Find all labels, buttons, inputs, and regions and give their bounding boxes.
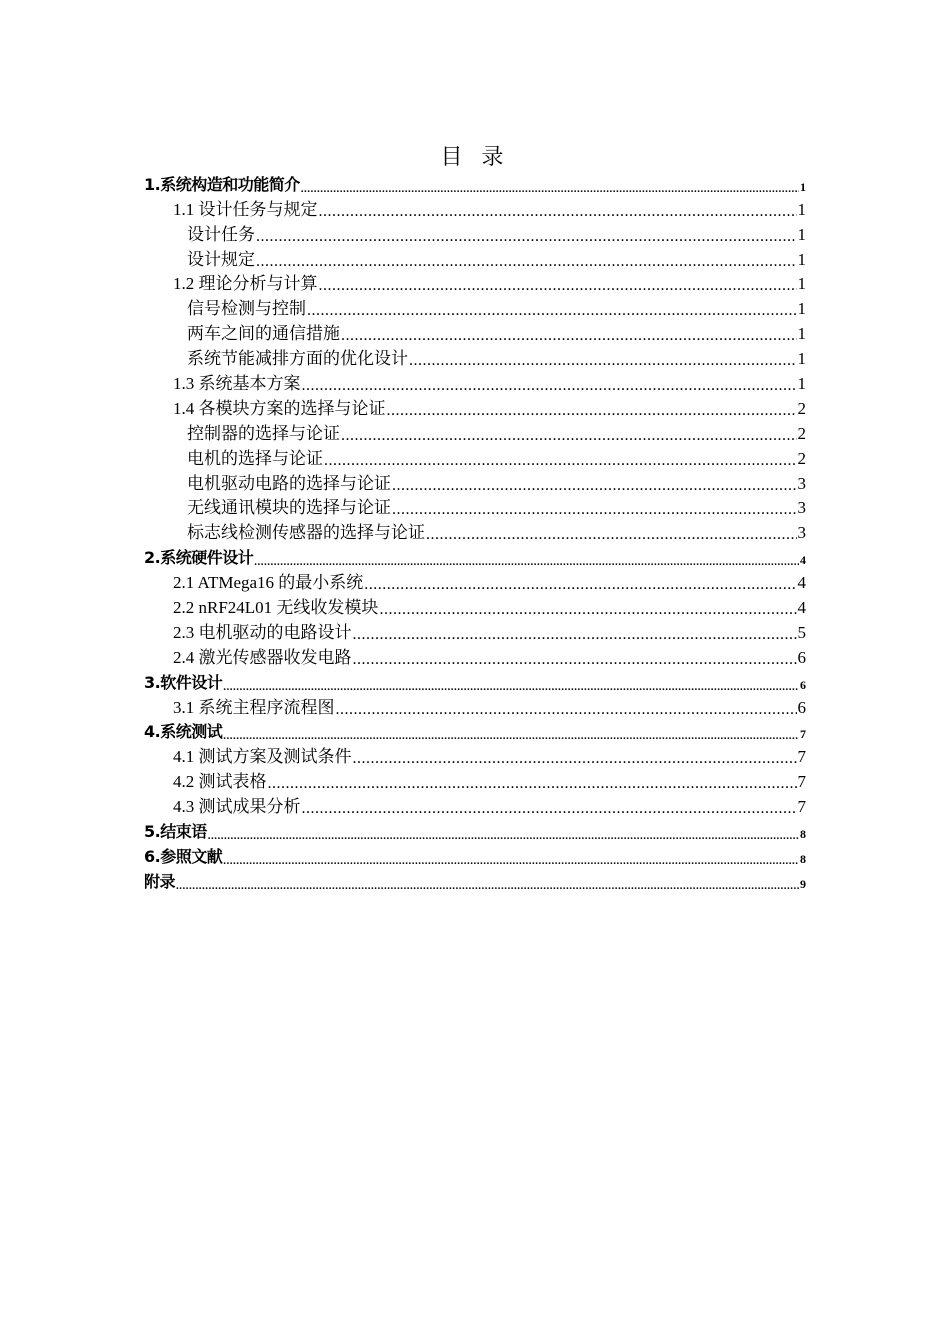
toc-entry-page: 1 bbox=[797, 224, 806, 244]
toc-entry[interactable] bbox=[144, 294, 806, 319]
toc-leader-dots bbox=[319, 204, 797, 220]
toc-entry[interactable] bbox=[144, 718, 806, 743]
toc-entry-page: 6 bbox=[800, 677, 806, 692]
toc-entry-page: 2 bbox=[797, 448, 806, 468]
toc-entry[interactable] bbox=[144, 419, 806, 444]
toc-leader-dots bbox=[341, 328, 797, 344]
toc-entry[interactable] bbox=[144, 394, 806, 419]
toc-leader-dots bbox=[208, 831, 799, 842]
toc-leader-dots bbox=[324, 453, 797, 469]
toc-entry-page: 1 bbox=[797, 324, 806, 344]
toc-entry-page: 1 bbox=[797, 374, 806, 394]
toc-entry-label: 5.结束语 bbox=[144, 822, 207, 842]
toc-leader-dots bbox=[409, 353, 797, 369]
toc-entry-label: 3.软件设计 bbox=[144, 672, 223, 692]
table-of-contents bbox=[144, 170, 806, 892]
toc-entry-page: 1 bbox=[797, 249, 806, 269]
toc-title: 目 录 bbox=[440, 145, 510, 170]
toc-entry[interactable] bbox=[144, 444, 806, 469]
toc-entry-label: 3.1 系统主程序流程图 bbox=[173, 697, 335, 717]
toc-entry[interactable] bbox=[144, 543, 806, 568]
toc-entry[interactable] bbox=[144, 817, 806, 842]
toc-leader-dots bbox=[341, 428, 797, 444]
toc-leader-dots bbox=[302, 801, 797, 817]
toc-leader-dots bbox=[392, 502, 797, 518]
toc-entry[interactable] bbox=[144, 668, 806, 693]
toc-entry-page: 4 bbox=[800, 553, 806, 568]
toc-entry-label: 6.参照文献 bbox=[144, 846, 223, 866]
toc-leader-dots bbox=[379, 602, 796, 618]
toc-entry-label: 设计规定 bbox=[187, 249, 255, 269]
toc-entry-label: 信号检测与控制 bbox=[187, 299, 306, 319]
toc-entry-page: 8 bbox=[800, 851, 806, 866]
toc-entry[interactable] bbox=[144, 170, 806, 195]
toc-entry[interactable] bbox=[144, 195, 806, 220]
toc-leader-dots bbox=[254, 557, 799, 568]
toc-entry-page: 3 bbox=[797, 523, 806, 543]
toc-entry-page: 1 bbox=[797, 349, 806, 369]
toc-entry-page: 9 bbox=[800, 876, 806, 891]
toc-entry-label: 4.2 测试表格 bbox=[173, 772, 267, 792]
toc-entry[interactable] bbox=[144, 344, 806, 369]
toc-entry-label: 2.2 nRF24L01 无线收发模块 bbox=[173, 598, 379, 618]
toc-entry-label: 1.系统构造和功能简介 bbox=[144, 174, 300, 194]
toc-entry-page: 6 bbox=[797, 647, 806, 667]
toc-entry[interactable] bbox=[144, 220, 806, 245]
toc-entry-page: 7 bbox=[797, 797, 806, 817]
toc-leader-dots bbox=[387, 403, 797, 419]
toc-entry-label: 1.4 各模块方案的选择与论证 bbox=[173, 398, 386, 418]
toc-entry[interactable] bbox=[144, 568, 806, 593]
toc-entry[interactable] bbox=[144, 693, 806, 718]
toc-entry-label: 无线通讯模块的选择与论证 bbox=[187, 498, 391, 518]
toc-entry-page: 1 bbox=[797, 199, 806, 219]
toc-leader-dots bbox=[353, 652, 797, 668]
toc-leader-dots bbox=[302, 378, 797, 394]
toc-entry-label: 电机驱动电路的选择与论证 bbox=[187, 473, 391, 493]
toc-entry-page: 1 bbox=[797, 274, 806, 294]
toc-entry[interactable] bbox=[144, 593, 806, 618]
toc-leader-dots bbox=[268, 776, 797, 792]
toc-leader-dots bbox=[256, 229, 797, 245]
toc-entry[interactable] bbox=[144, 494, 806, 519]
toc-entry[interactable] bbox=[144, 369, 806, 394]
toc-entry-label: 4.系统测试 bbox=[144, 722, 223, 742]
toc-entry-label: 2.系统硬件设计 bbox=[144, 548, 254, 568]
toc-entry[interactable] bbox=[144, 742, 806, 767]
toc-entry[interactable] bbox=[144, 319, 806, 344]
toc-leader-dots bbox=[364, 577, 796, 593]
toc-entry-page: 1 bbox=[797, 299, 806, 319]
toc-entry-page: 4 bbox=[797, 598, 806, 618]
toc-entry-page: 2 bbox=[797, 398, 806, 418]
toc-entry-page: 7 bbox=[797, 747, 806, 767]
toc-entry-label: 4.3 测试成果分析 bbox=[173, 797, 301, 817]
toc-entry-label: 4.1 测试方案及测试条件 bbox=[173, 747, 352, 767]
toc-entry[interactable] bbox=[144, 767, 806, 792]
toc-leader-dots bbox=[223, 682, 799, 693]
toc-leader-dots bbox=[353, 751, 797, 767]
toc-leader-dots bbox=[256, 254, 797, 270]
toc-entry-page: 3 bbox=[797, 473, 806, 493]
toc-entry-label: 附录 bbox=[144, 871, 176, 891]
toc-leader-dots bbox=[176, 881, 799, 892]
toc-entry-label: 系统节能减排方面的优化设计 bbox=[187, 349, 408, 369]
toc-leader-dots bbox=[336, 702, 797, 718]
toc-entry-page: 1 bbox=[800, 179, 806, 194]
toc-entry[interactable] bbox=[144, 245, 806, 270]
toc-leader-dots bbox=[223, 731, 799, 742]
toc-entry-label: 1.2 理论分析与计算 bbox=[173, 274, 318, 294]
toc-entry-label: 设计任务 bbox=[187, 224, 255, 244]
toc-entry[interactable] bbox=[144, 867, 806, 892]
toc-leader-dots bbox=[426, 527, 797, 543]
toc-leader-dots bbox=[301, 184, 799, 195]
toc-leader-dots bbox=[223, 856, 799, 867]
toc-leader-dots bbox=[307, 303, 797, 319]
toc-entry-page: 2 bbox=[797, 423, 806, 443]
toc-entry-page: 8 bbox=[800, 827, 806, 842]
toc-entry-label: 控制器的选择与论证 bbox=[187, 423, 340, 443]
toc-entry-page: 3 bbox=[797, 498, 806, 518]
toc-leader-dots bbox=[392, 478, 797, 494]
toc-entry-page: 5 bbox=[797, 622, 806, 642]
toc-entry[interactable] bbox=[144, 469, 806, 494]
toc-entry-label: 2.1 ATMega16 的最小系统 bbox=[173, 573, 364, 593]
toc-entry-label: 1.3 系统基本方案 bbox=[173, 374, 301, 394]
toc-entry-label: 2.4 激光传感器收发电路 bbox=[173, 647, 352, 667]
toc-entry-label: 2.3 电机驱动的电路设计 bbox=[173, 622, 352, 642]
toc-entry-page: 7 bbox=[797, 772, 806, 792]
toc-entry-label: 电机的选择与论证 bbox=[187, 448, 323, 468]
toc-entry[interactable] bbox=[144, 518, 806, 543]
toc-entry[interactable] bbox=[144, 792, 806, 817]
toc-entry[interactable] bbox=[144, 842, 806, 867]
toc-entry[interactable] bbox=[144, 618, 806, 643]
toc-entry-label: 两车之间的通信措施 bbox=[187, 324, 340, 344]
toc-entry-label: 1.1 设计任务与规定 bbox=[173, 199, 318, 219]
toc-entry-page: 4 bbox=[797, 573, 806, 593]
toc-entry[interactable] bbox=[144, 643, 806, 668]
toc-entry-page: 7 bbox=[800, 727, 806, 742]
toc-entry-page: 6 bbox=[797, 697, 806, 717]
toc-entry-label: 标志线检测传感器的选择与论证 bbox=[187, 523, 425, 543]
toc-leader-dots bbox=[319, 278, 797, 294]
toc-entry[interactable] bbox=[144, 270, 806, 295]
toc-leader-dots bbox=[353, 627, 797, 643]
